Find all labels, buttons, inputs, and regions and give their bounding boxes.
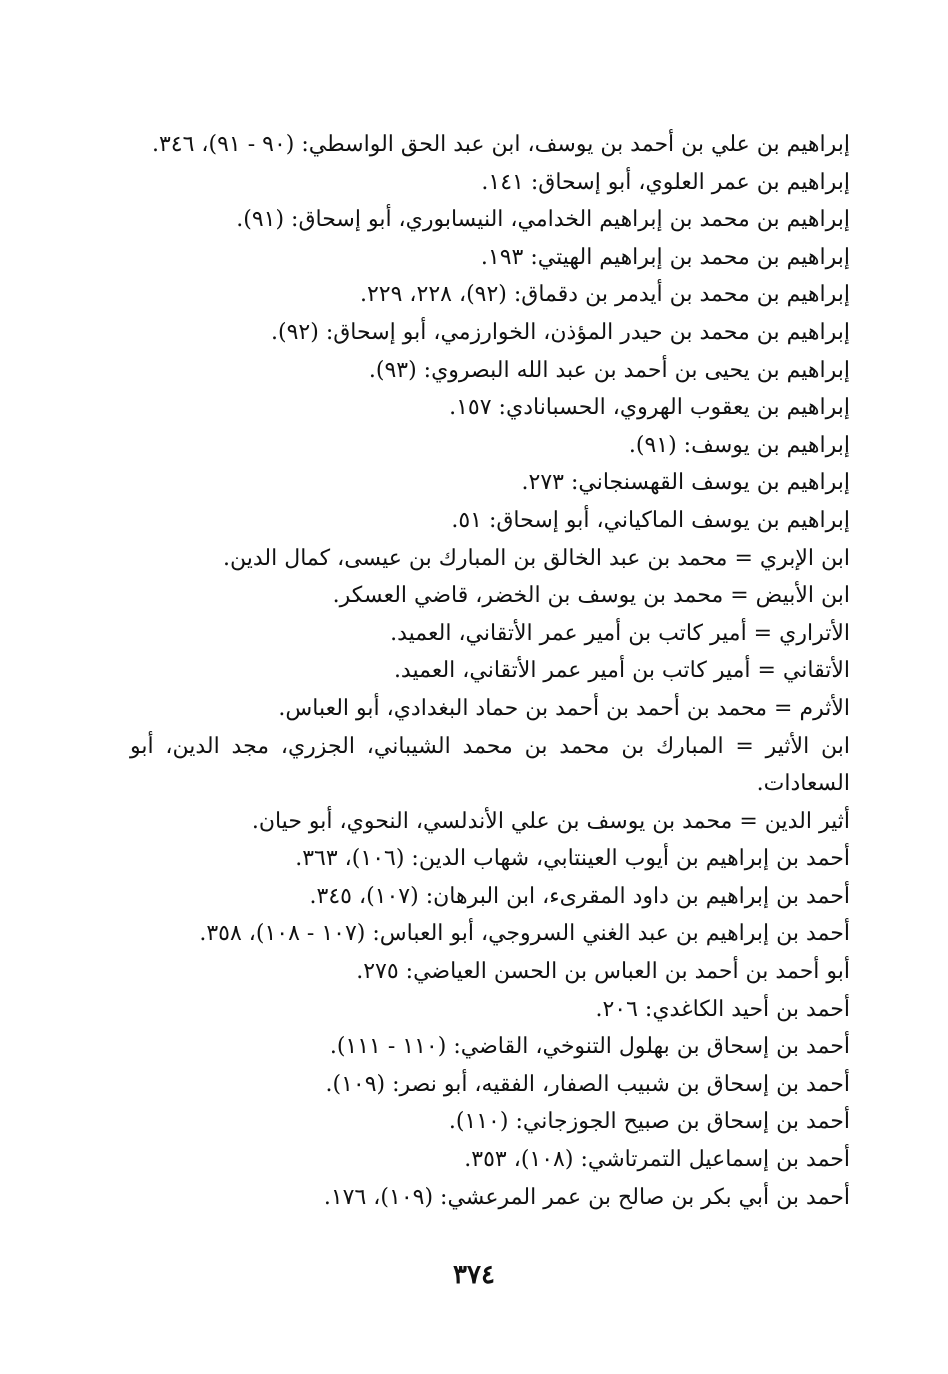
index-entry: ابن الأبيض = محمد بن يوسف بن الخضر، قاضي العسكر. [332, 583, 850, 609]
index-entry: إبراهيم بن محمد بن إبراهيم الخدامي، النيسابوري، أبو إسحاق: (٩١). [236, 207, 850, 233]
index-entry: أحمد بن إسماعيل التمرتاشي: (١٠٨)، ٣٥٣. [464, 1147, 850, 1173]
index-entry: أحمد بن إسحاق بن صبيح الجوزجاني: (١١٠). [448, 1109, 850, 1135]
index-entry: الأثرم = محمد بن أحمد بن أحمد بن حماد البغدادي، أبو العباس. [278, 695, 850, 721]
index-entry: أحمد بن أبي بكر بن صالح بن عمر المرعشي: (١٠٩)، ١٧٦. [323, 1184, 850, 1210]
index-entry: الأتراري = أمير كاتب بن أمير عمر الأتقاني، العميد. [390, 620, 850, 646]
index-entry: إبراهيم بن محمد بن حيدر المؤذن، الخوارزمي، أبو إسحاق: (٩٢). [271, 319, 850, 345]
index-entry: إبراهيم بن يوسف: (٩١). [628, 432, 850, 458]
index-entry: أثير الدين = محمد بن يوسف بن علي الأندلسي، النحوي، أبو حيان. [251, 808, 850, 834]
index-entry: أحمد بن إبراهيم بن عبد الغني السروجي، أبو العباس: (١٠٧ - ١٠٨)، ٣٥٨. [199, 921, 850, 947]
index-entries [130, 126, 850, 1216]
index-entry: إبراهيم بن يعقوب الهروي، الحسبانادي: ١٥٧. [449, 395, 850, 421]
index-entry: إبراهيم بن يحيى بن أحمد بن عبد الله البصروي: (٩٣). [368, 357, 850, 383]
index-entry: الأتقاني = أمير كاتب بن أمير عمر الأتقاني، العميد. [393, 658, 850, 684]
index-entry: أحمد بن إبراهيم بن أيوب العينتابي، شهاب الدين: (١٠٦)، ٣٦٣. [295, 846, 850, 872]
index-entry: إبراهيم بن يوسف الماكياني، أبو إسحاق: ٥١. [451, 507, 850, 533]
index-entry: أحمد بن إسحاق بن بهلول التنوخي، القاضي: (١١٠ - ١١١). [329, 1034, 850, 1060]
index-entry: إبراهيم بن علي بن أحمد بن يوسف، ابن عبد الحق الواسطي: (٩٠ - ٩١)، ٣٤٦. [151, 132, 850, 157]
index-entry: إبراهيم بن عمر العلوي، أبو إسحاق: ١٤١. [481, 169, 850, 195]
index-entry: أحمد بن إسحاق بن شبيب الصفار، الفقيه، أبو نصر: (١٠٩). [325, 1071, 850, 1097]
index-entry: ابن الأثير = المبارك بن محمد بن محمد الشيباني، الجزري، مجد الدين، أبو السعادات. [130, 733, 850, 797]
index-entry: أحمد بن أحيد الكاغدي: ٢٠٦. [595, 996, 850, 1022]
index-entry: أحمد بن إبراهيم بن داود المقرىء، ابن البرهان: (١٠٧)، ٣٤٥. [309, 883, 850, 909]
index-entry: إبراهيم بن محمد بن إبراهيم الهيتي: ١٩٣. [480, 244, 850, 270]
index-entry: إبراهيم بن يوسف القهسنجاني: ٢٧٣. [521, 470, 850, 496]
index-entry: ابن الإبري = محمد بن عبد الخالق بن المبارك بن عيسى، كمال الدين. [223, 545, 850, 571]
page-number: ٣٧٤ [453, 1260, 495, 1290]
index-entry: إبراهيم بن محمد بن أيدمر بن دقماق: (٩٢)، ٢٢٨، ٢٢٩. [359, 282, 850, 308]
index-entry: أبو أحمد بن أحمد بن العباس بن الحسن العياضي: ٢٧٥. [356, 959, 850, 985]
